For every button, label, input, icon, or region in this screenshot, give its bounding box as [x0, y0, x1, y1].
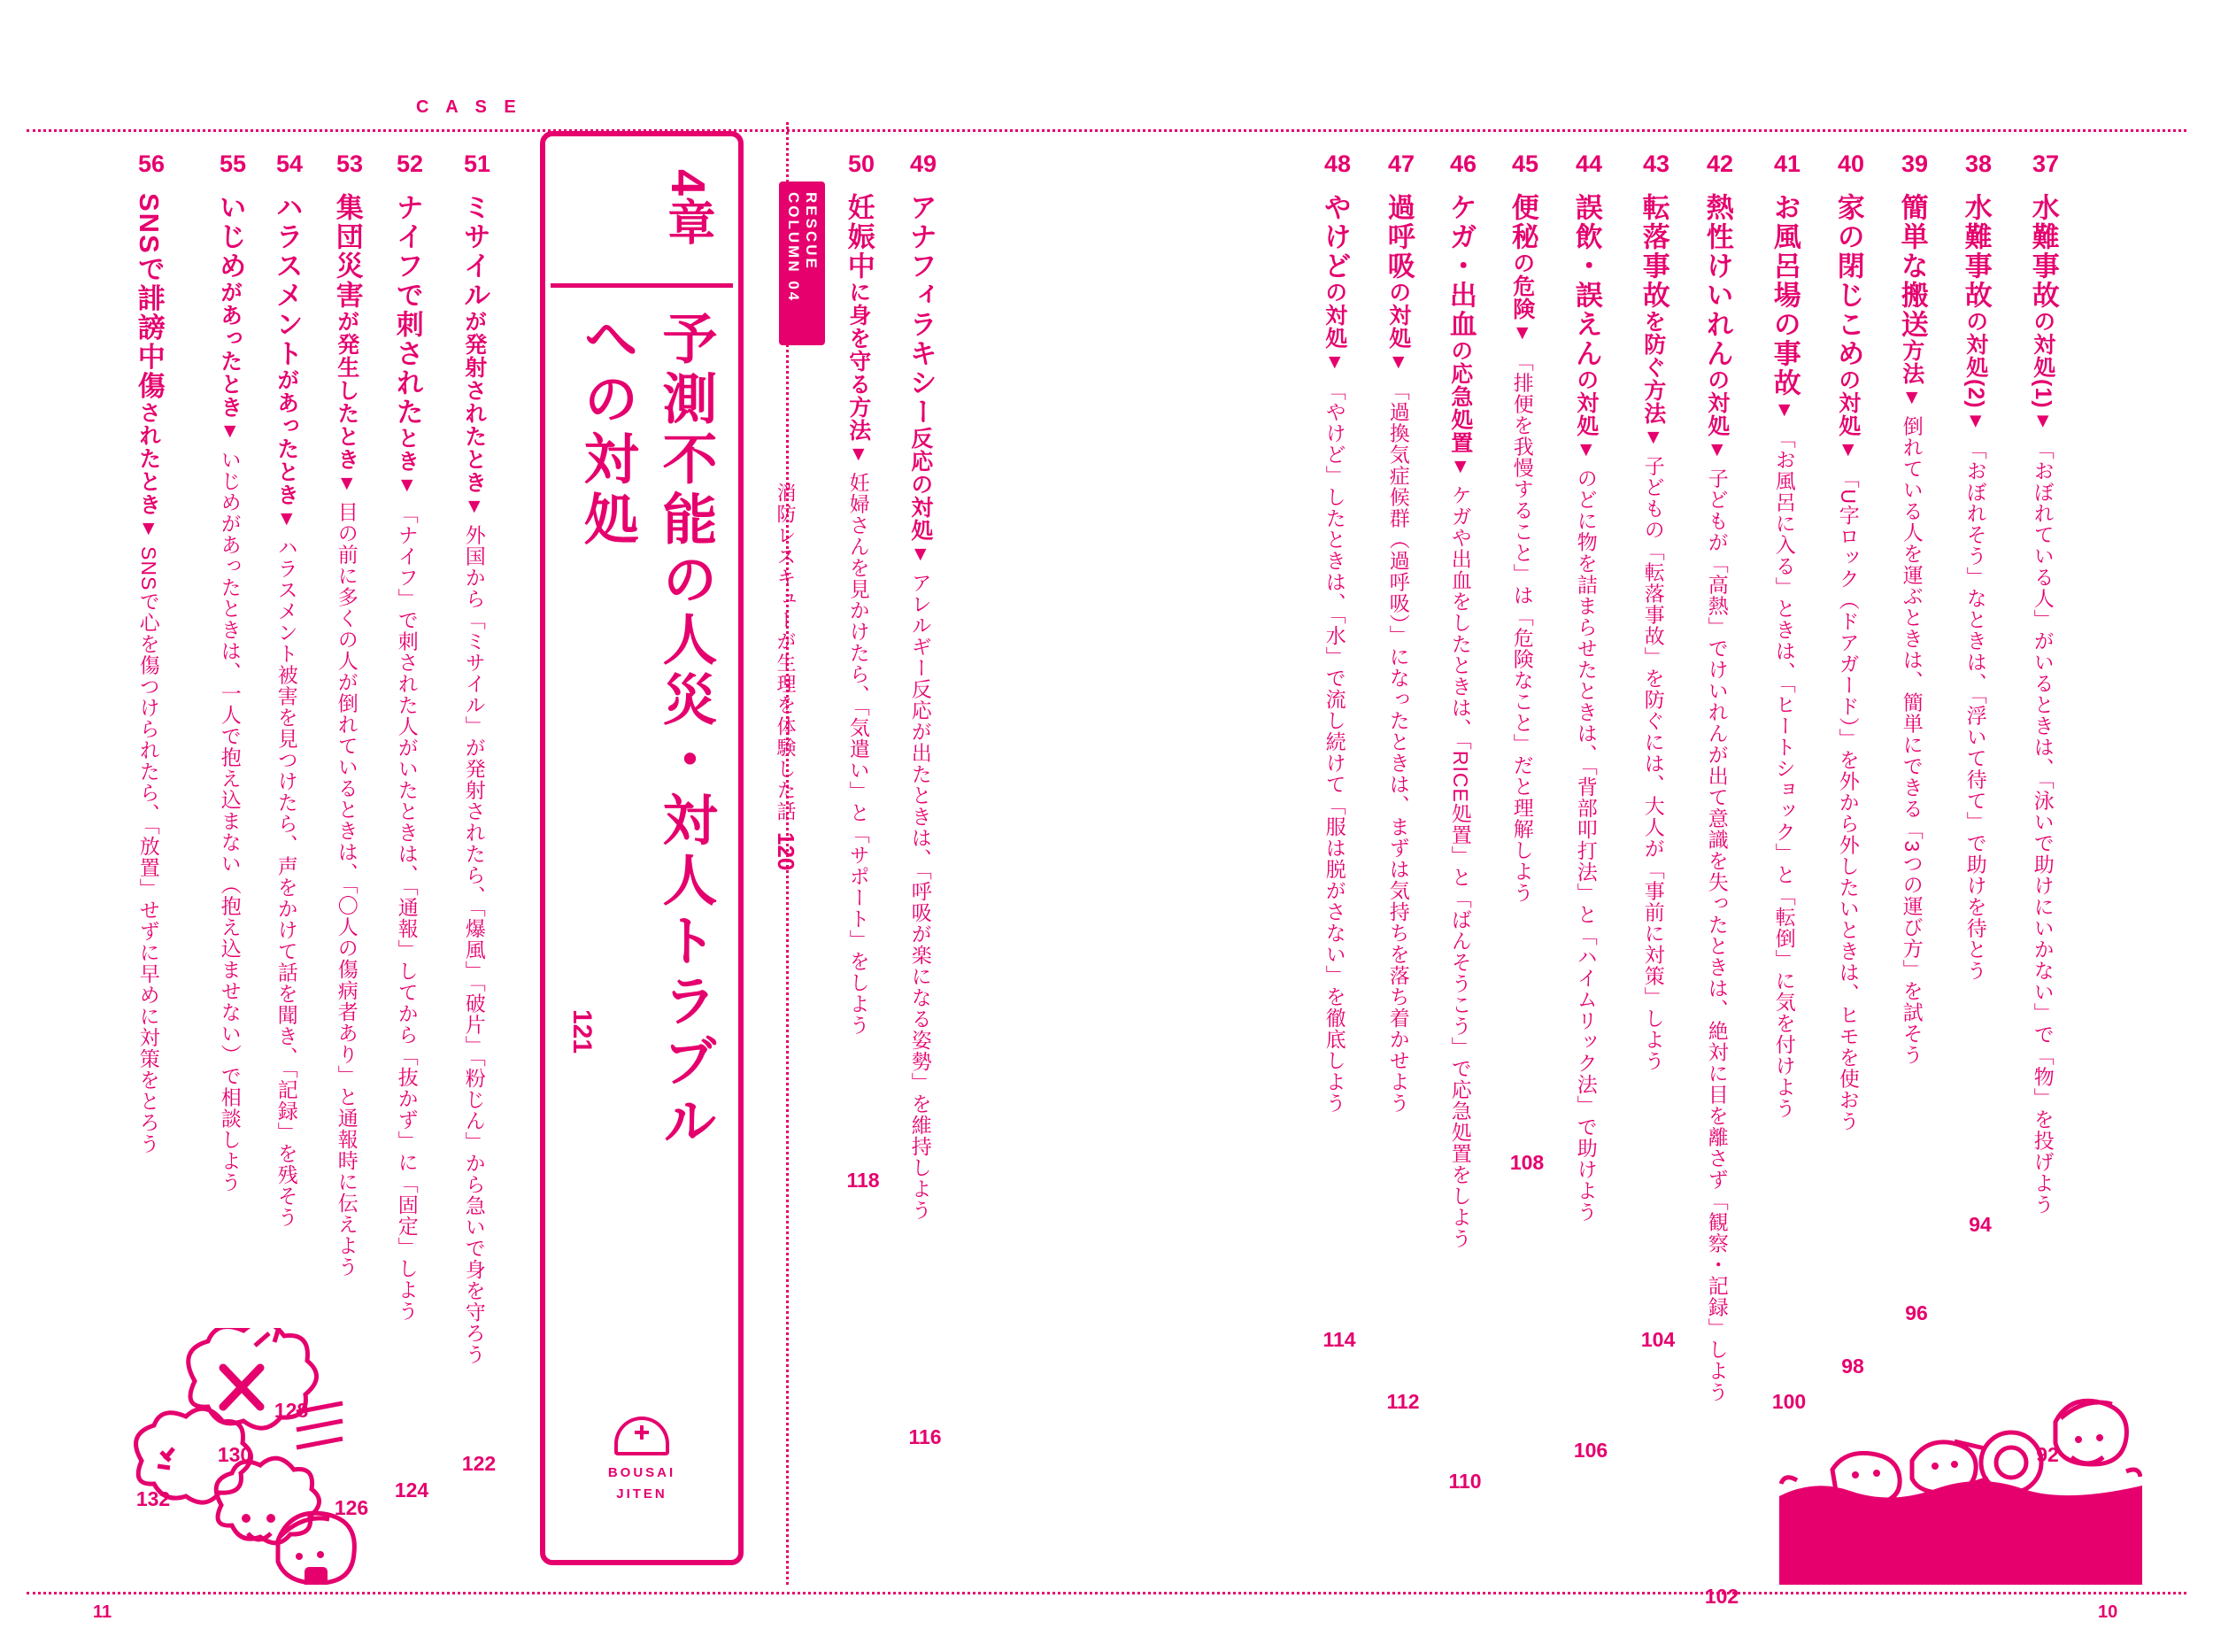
- entry-number: 45: [1511, 151, 1539, 177]
- entry-page: 116: [908, 1425, 942, 1448]
- entry-page: 104: [1640, 1328, 1676, 1351]
- chapter-page-number: 121: [567, 1009, 597, 1054]
- entry-title: 誤飲・誤えん: [1570, 193, 1602, 368]
- entry-page: 124: [394, 1478, 429, 1501]
- entry-rest: ▼ 「おぼれそう」なときは、「浮いて待て」で助けを待とう: [1963, 408, 1987, 982]
- entry-title: いじめ: [214, 193, 246, 281]
- entry-body: [1317, 193, 1352, 1432]
- entry-number: 53: [335, 151, 364, 177]
- entry-page: 96: [1905, 1301, 1928, 1324]
- entry-title: SNSで誹謗中傷: [133, 193, 165, 401]
- entry-page: 118: [846, 1169, 880, 1192]
- entry-lead: の応急処置: [1447, 339, 1473, 454]
- entry-body: [903, 193, 937, 1432]
- entry-number: 51: [463, 151, 491, 177]
- entry-title: 便秘: [1507, 193, 1538, 251]
- entry-page: 110: [1448, 1470, 1482, 1493]
- entry-rest: ▼ ハラスメント被害を見つけたら、声をかけて話を聞き、「記録」を残そう: [274, 506, 298, 1228]
- entry-body: [212, 193, 247, 1432]
- entry-number: 44: [1575, 151, 1603, 177]
- entry-rest: ▼ ケガや出血をしたときは、「RICE処置」と「ばんそうこう」で応急処置をしよう: [1448, 454, 1472, 1249]
- entry-rest: ▼ 倒れている人を運ぶときは、簡単にできる「3つの運び方」を試そう: [1900, 385, 1924, 1066]
- entry-rest: ▼ 「U字ロック（ドアガード）」を外から外したいときは、ヒモを使おう: [1836, 437, 1860, 1132]
- entry-body: [1505, 193, 1539, 1432]
- entry-body: [1569, 193, 1603, 1432]
- entry-lead: が発生したとき: [334, 310, 359, 471]
- entry-page: 100: [1771, 1390, 1807, 1413]
- entry-title: 水難事故: [1960, 193, 1992, 310]
- entry-rest: ▼ 目の前に多くの人が倒れているときは、「〇人の傷病者あり」と通報時に伝えよう: [335, 471, 359, 1278]
- entry-title: アナフィラキシー: [905, 193, 937, 427]
- illustration-speech-bubbles: [89, 1328, 381, 1585]
- entry-title: 熱性けいれん: [1701, 193, 1733, 368]
- entry-lead: の対処: [1322, 281, 1347, 350]
- entry-rest: ▼ 子どもの「転落事故」を防ぐには、大人が「事前に対策」しよう: [1641, 425, 1665, 1072]
- chapter-divider: [551, 283, 733, 288]
- entry-body: [1443, 193, 1477, 1432]
- entry-body: [131, 193, 166, 1432]
- entry-number: 42: [1706, 151, 1734, 177]
- entry-rest: ▼ 外国から「ミサイル」が発射されたら、「爆風」「破片」「粉じん」から急いで身を守ろう: [462, 494, 486, 1365]
- entry-number: 37: [2032, 151, 2060, 177]
- entry-lead: 反応の対処: [907, 427, 933, 542]
- entry-number: 38: [1964, 151, 1993, 177]
- entry-title: 妊娠中: [843, 193, 875, 281]
- entry-number: 46: [1449, 151, 1477, 177]
- entry-lead: が発射されたとき: [461, 310, 487, 494]
- entry-lead: の対処: [1385, 281, 1411, 350]
- entry-body: [1831, 193, 1865, 1432]
- entry-lead: の対処: [1704, 368, 1730, 437]
- entry-rest: ▼ アレルギー反応が出たときは、「呼吸が楽になる姿勢」を維持しよう: [908, 542, 932, 1221]
- entry-page: 94: [1969, 1213, 1992, 1236]
- illustration-water-rescue: [1779, 1363, 2142, 1585]
- rescue-column-page: 120: [773, 832, 799, 871]
- badge-line-2: JITEN: [616, 1486, 667, 1501]
- folio-right: 10: [2098, 1602, 2118, 1622]
- bousai-jiten-badge: [584, 1417, 699, 1505]
- entry-rest: ▼ 「排便を我慢すること」は「危険なこと」だと理解しよう: [1510, 320, 1534, 904]
- entry-title: ハラスメント: [271, 193, 303, 368]
- entry-lead: されたとき: [135, 400, 161, 516]
- entry-number: 43: [1642, 151, 1670, 177]
- entry-lead: の対処: [1573, 368, 1599, 437]
- entry-title: 水難事故: [2027, 193, 2059, 310]
- entry-rest: ▼ 「おぼれている人」がいるときは、「泳いで助けにいかない」で「物」を投げよう: [2031, 408, 2055, 1216]
- entry-rest: ▼ 「ナイフ」で刺された人がいたときは、「通報」してから「抜かず」に「固定」しよう: [395, 473, 419, 1322]
- entry-rest: ▼ 「やけど」したときは、「水」で流し続けて「服は脱がさない」を徹底しよう: [1322, 350, 1346, 1114]
- entry-number: 54: [275, 151, 304, 177]
- entry-body: [1636, 193, 1670, 1432]
- chapter-number: 4章: [661, 168, 714, 248]
- entry-lead: の対処(2): [1962, 310, 1988, 409]
- entry-rest: ▼ SNSで心を傷つけられたら、「放置」せずに早めに対策をとろう: [136, 515, 160, 1154]
- entry-lead: を防ぐ方法: [1640, 310, 1666, 425]
- badge-line-1: BOUSAI: [607, 1465, 676, 1480]
- entry-title: 転落事故: [1638, 193, 1669, 310]
- case-label: C A S E: [416, 97, 522, 117]
- entry-number: 49: [909, 151, 937, 177]
- entry-rest: ▼ 妊婦さんを見かけたら、「気遣い」と「サポート」をしよう: [846, 442, 870, 1036]
- entry-number: 55: [219, 151, 247, 177]
- entry-number: 47: [1387, 151, 1415, 177]
- entry-page: 108: [1509, 1151, 1545, 1174]
- entry-number: 52: [396, 151, 424, 177]
- entry-page: 106: [1573, 1439, 1608, 1462]
- entry-body: [1700, 193, 1734, 1432]
- rescue-column-text: 消防レスキューが生理を体験した話: [775, 482, 797, 822]
- entry-lead: があったとき: [217, 281, 243, 419]
- entry-rest: ▼ のどに物を詰まらせたときは、「背部叩打法」と「ハイムリック法」で助けよう: [1574, 437, 1598, 1223]
- entry-title: 集団災害: [331, 193, 363, 310]
- entry-body: [841, 193, 875, 1432]
- entry-body: [1767, 193, 1801, 1432]
- entry-page: 92: [2036, 1443, 2059, 1466]
- entry-rest: ▼ いじめがあったときは、一人で抱え込まない（抱え込ませない）で相談しよう: [218, 419, 242, 1193]
- entry-lead: の危険: [1509, 251, 1535, 320]
- entry-title: ナイフで刺された: [391, 193, 423, 427]
- entry-rest: ▼ 子どもが「高熱」でけいれんが出て意識を失ったときは、絶対に目を離さず「観察・記録」しよう: [1705, 437, 1729, 1403]
- entry-number: 50: [847, 151, 875, 177]
- entry-title: 簡単な搬送: [1896, 193, 1928, 339]
- entry-title: ミサイル: [459, 193, 490, 310]
- entry-body: [457, 193, 491, 1432]
- entry-body: [269, 193, 304, 1432]
- entry-page: 132: [135, 1487, 171, 1510]
- entry-number: 56: [137, 151, 166, 177]
- entry-rest: ▼ 「過換気症候群（過呼吸）」になったときは、まずは気持ちを落ち着かせよう: [1386, 350, 1410, 1114]
- entry-title: お風呂場の事故: [1769, 193, 1800, 398]
- entry-page: 130: [217, 1443, 252, 1466]
- entry-page: 122: [461, 1452, 497, 1475]
- entry-number: 48: [1323, 151, 1352, 177]
- entry-title: ケガ・出血: [1445, 193, 1477, 339]
- entry-number: 40: [1837, 151, 1865, 177]
- entry-body: [329, 193, 364, 1432]
- entry-title: やけど: [1319, 193, 1351, 281]
- entry-body: [389, 193, 424, 1432]
- entry-lead: の対処: [1835, 368, 1861, 437]
- entry-body: [1958, 193, 1993, 1432]
- entry-page: 98: [1841, 1355, 1864, 1378]
- entry-title: 過呼吸: [1383, 193, 1415, 281]
- entry-rest: ▼ 「お風呂に入る」ときは、「ヒートショック」と「転倒」に気を付けよう: [1772, 398, 1796, 1119]
- folio-left: 11: [93, 1602, 112, 1622]
- entry-body: [2025, 193, 2060, 1432]
- entry-page: 102: [1704, 1585, 1739, 1608]
- entry-lead: とき: [394, 427, 420, 473]
- entry-lead: があったとき: [274, 368, 299, 506]
- first-aid-helmet-icon: [614, 1417, 669, 1455]
- entry-body: [1381, 193, 1415, 1432]
- entry-body: [1894, 193, 1929, 1432]
- entry-title: 家の閉じこめ: [1832, 193, 1864, 368]
- entry-page: 114: [1322, 1328, 1356, 1351]
- entry-lead: 方法: [1899, 339, 1924, 385]
- entry-lead: に身を守る方法: [845, 281, 871, 442]
- entry-page: 126: [334, 1496, 369, 1519]
- entry-number: 39: [1901, 151, 1929, 177]
- bottom-dotted-rule: [27, 1592, 2186, 1594]
- entry-number: 41: [1773, 151, 1801, 177]
- rescue-column-tag: RESCUE COLUMN 04: [779, 181, 825, 345]
- chapter-title: 予測不能の人災・対人トラブルへの対処: [575, 310, 715, 1153]
- entry-page: 112: [1386, 1390, 1420, 1413]
- entry-lead: の対処(1): [2030, 310, 2055, 409]
- top-dotted-rule: [27, 129, 2186, 132]
- entry-page: 128: [274, 1399, 309, 1422]
